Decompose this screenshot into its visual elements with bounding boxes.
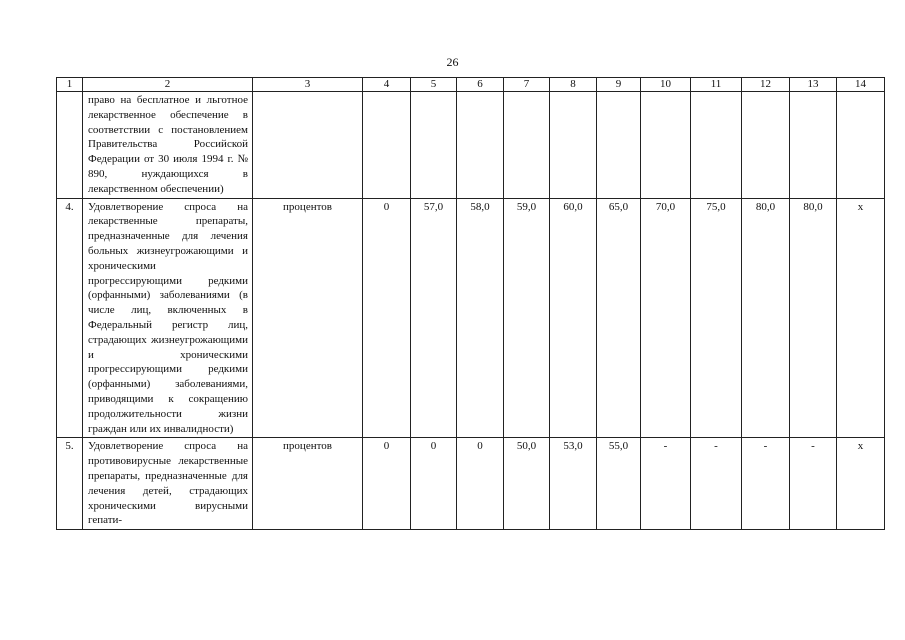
column-header: 9 [597,78,641,92]
row-unit [253,92,363,199]
row-value [641,92,691,199]
row-value: - [691,438,742,530]
row-value [691,92,742,199]
column-number-row [57,78,885,92]
row-value: 58,0 [457,198,504,438]
row-last: х [837,198,885,438]
row-value: 50,0 [504,438,550,530]
row-description: право на бесплатное и льготное лекарственное обеспечение в соответствии с постановлением Правительства Российской Федерации от 30 июля 1994 г. № 890, нуждающихся в лекарственном обеспечении) [83,92,253,199]
row-value [363,92,411,199]
row-value: 55,0 [597,438,641,530]
row-last: х [837,438,885,530]
column-header: 4 [363,78,411,92]
page-number: 26 [446,55,459,69]
row-value [790,92,837,199]
row-value: 0 [457,438,504,530]
row-value [597,92,641,199]
row-unit: процентов [253,438,363,530]
column-header: 10 [641,78,691,92]
column-header: 2 [83,78,253,92]
column-header: 7 [504,78,550,92]
row-number: 5. [57,438,83,530]
row-value: 60,0 [550,198,597,438]
table-row [57,198,885,438]
row-value: 80,0 [742,198,790,438]
row-value: 0 [411,438,457,530]
row-description: Удовлетворение спроса на лекарственные препараты, предназначенные для лечения больных жизнеугрожающими и хроническими прогрессирующими редкими (орфанными) заболеваниями (в числе лиц, включенных в Федеральный регистр лиц, страдающих жизнеугрожающими и хроническими прогрессирующими редкими (орфанными) заболеваниями, приводящими к сокращению продолжительности жизни граждан или их инвалидности) [83,198,253,438]
row-number [57,92,83,199]
row-value: 59,0 [504,198,550,438]
row-value: - [790,438,837,530]
row-value [742,92,790,199]
table-row [57,438,885,530]
row-value [411,92,457,199]
row-value [457,92,504,199]
row-value: 53,0 [550,438,597,530]
row-value [504,92,550,199]
row-value: 65,0 [597,198,641,438]
row-value: 57,0 [411,198,457,438]
column-header: 12 [742,78,790,92]
table-row [57,92,885,199]
row-description: Удовлетворение спроса на противовирусные лекарственные препараты, предназначенные для лечения детей, страдающих хроническими вирусными гепати- [83,438,253,530]
indicators-table [56,77,885,530]
column-header: 6 [457,78,504,92]
row-value: 0 [363,198,411,438]
row-value: 80,0 [790,198,837,438]
row-number: 4. [57,198,83,438]
row-value: 75,0 [691,198,742,438]
column-header: 8 [550,78,597,92]
row-value: 0 [363,438,411,530]
row-unit: процентов [253,198,363,438]
column-header: 5 [411,78,457,92]
row-last [837,92,885,199]
column-header: 1 [57,78,83,92]
row-value [550,92,597,199]
column-header: 3 [253,78,363,92]
row-value: - [742,438,790,530]
column-header: 11 [691,78,742,92]
column-header: 13 [790,78,837,92]
row-value: - [641,438,691,530]
row-value: 70,0 [641,198,691,438]
column-header: 14 [837,78,885,92]
